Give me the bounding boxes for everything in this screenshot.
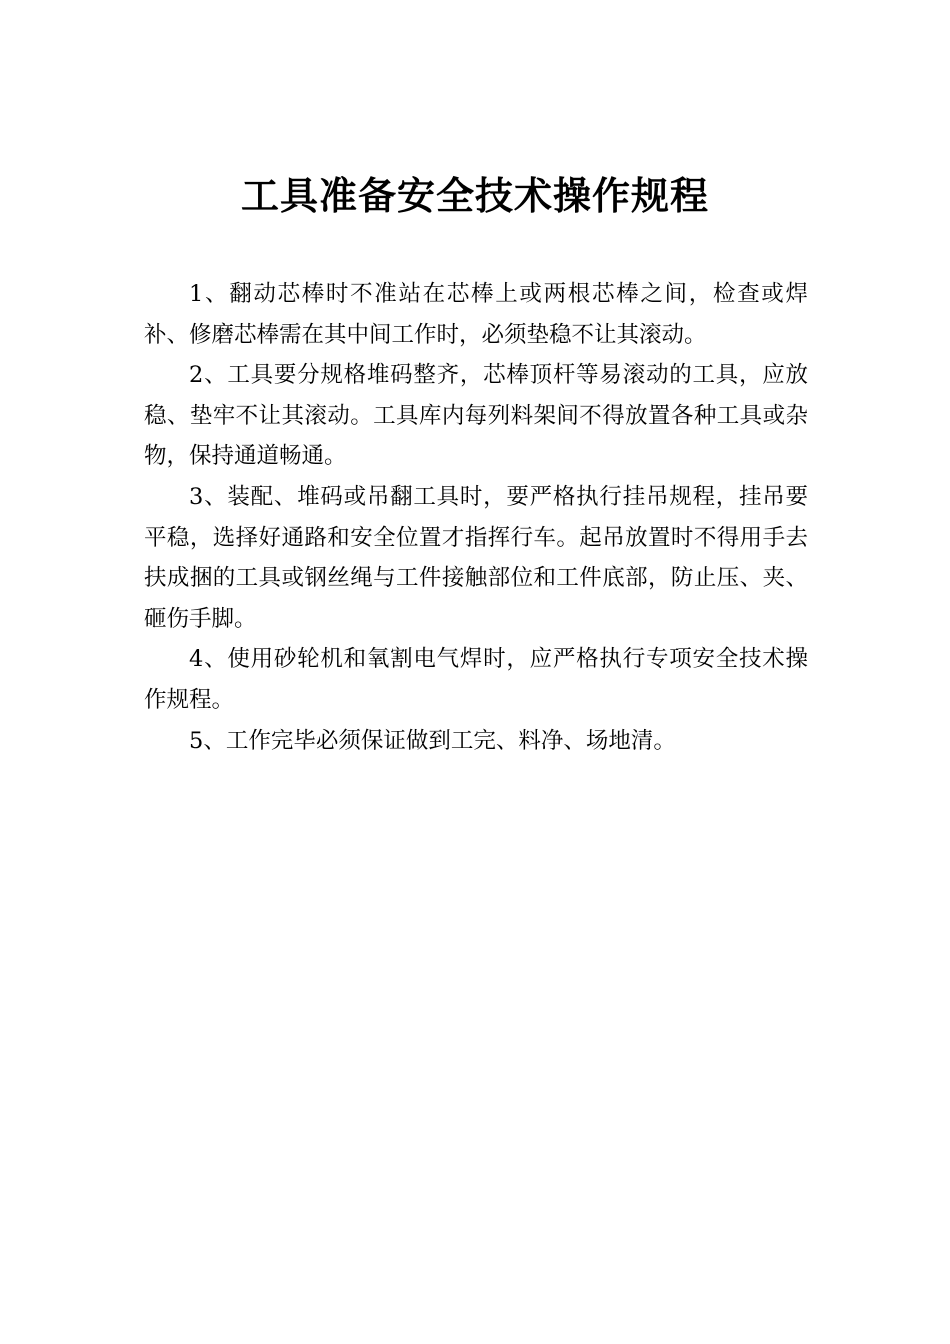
rule-paragraph-4: 4、使用砂轮机和氧割电气焊时，应严格执行专项安全技术操作规程。 <box>144 646 808 713</box>
document-title: 工具准备安全技术操作规程 <box>240 173 709 218</box>
rule-paragraph-5: 5、工作完毕必须保证做到工完、料净、场地清。 <box>189 727 676 754</box>
document-body <box>144 274 808 761</box>
rule-paragraph-1: 1、翻动芯棒时不准站在芯棒上或两根芯棒之间，检查或焊补、修磨芯棒需在其中间工作时，必须垫稳不让其滚动。 <box>144 281 808 348</box>
rule-paragraph-3: 3、装配、堆码或吊翻工具时，要严格执行挂吊规程，挂吊要平稳，选择好通路和安全位置才指挥行车。起吊放置时不得用手去扶成捆的工具或钢丝绳与工件接触部位和工件底部，防止压、夹、砸伤手脚。 <box>144 483 808 632</box>
rule-paragraph-2: 2、工具要分规格堆码整齐，芯棒顶杆等易滚动的工具，应放稳、垫牢不让其滚动。工具库内每列料架间不得放置各种工具或杂物，保持通道畅通。 <box>144 362 808 470</box>
